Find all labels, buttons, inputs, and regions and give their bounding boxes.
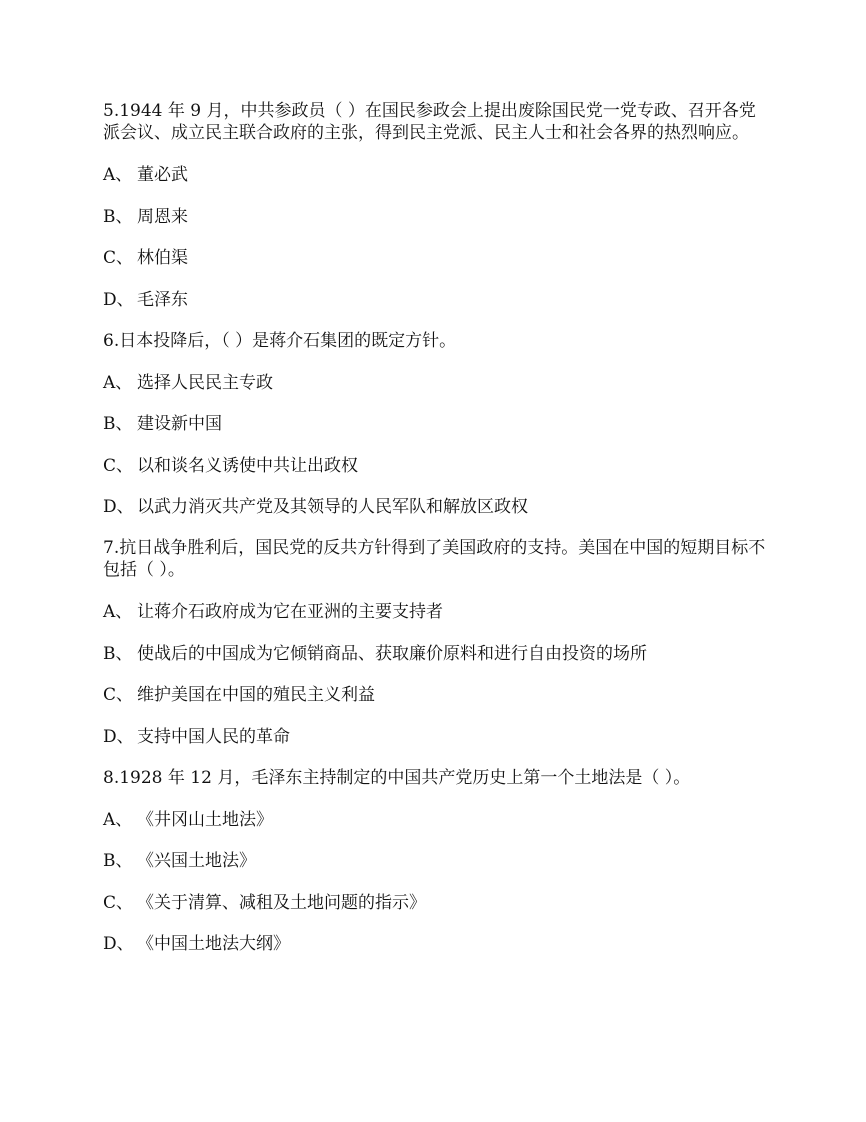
option-b: [103, 643, 766, 665]
option-a: [103, 809, 766, 831]
option-c: [103, 455, 766, 477]
option-d: [103, 289, 766, 311]
option-label: B、: [103, 851, 133, 871]
option-label: C、: [103, 248, 134, 268]
option-b: [103, 206, 766, 228]
option-label: B、: [103, 643, 133, 664]
option-label: D、: [103, 497, 134, 517]
option-label: A、: [103, 809, 133, 830]
option-c: [103, 247, 766, 269]
option-text: 《中国土地法大纲》: [137, 934, 290, 954]
option-text: 林伯渠: [137, 248, 188, 268]
question-8: [103, 767, 766, 956]
option-a: [103, 372, 766, 394]
option-label: B、: [103, 206, 133, 227]
option-d: [103, 496, 766, 518]
option-text: 周恩来: [137, 206, 188, 227]
question-5: [103, 100, 766, 311]
option-text: 以和谈名义诱使中共让出政权: [137, 455, 358, 476]
option-text: 维护美国在中国的殖民主义利益: [137, 685, 375, 705]
option-label: D、: [103, 934, 134, 954]
option-text: 《关于清算、减租及土地问题的指示》: [137, 892, 426, 913]
option-text: 《兴国土地法》: [137, 851, 256, 871]
option-b: [103, 413, 766, 435]
option-a: [103, 601, 766, 623]
question-text: 7.抗日战争胜利后，国民党的反共方针得到了美国政府的支持。美国在中国的短期目标不包括（ ）。: [103, 538, 766, 580]
option-label: D、: [103, 289, 134, 310]
option-text: 让蒋介石政府成为它在亚洲的主要支持者: [137, 602, 443, 622]
option-label: A、: [103, 165, 133, 185]
option-text: 选择人民民主专政: [137, 372, 273, 393]
option-label: B、: [103, 414, 133, 434]
option-a: [103, 164, 766, 186]
question-6: [103, 330, 766, 519]
option-text: 支持中国人民的革命: [137, 726, 290, 747]
option-text: 《井冈山土地法》: [137, 809, 273, 830]
option-text: 毛泽东: [137, 289, 188, 310]
question-text: 5.1944 年 9 月，中共参政员（ ）在国民参政会上提出废除国民党一党专政、召开各党派会议、成立民主联合政府的主张，得到民主党派、民主人士和社会各界的热烈响应。: [103, 101, 756, 143]
option-text: 建设新中国: [137, 414, 222, 434]
option-label: C、: [103, 455, 134, 476]
question-text: 6.日本投降后，（ ）是蒋介石集团的既定方针。: [103, 330, 457, 351]
option-text: 使战后的中国成为它倾销商品、获取廉价原料和进行自由投资的场所: [137, 643, 647, 664]
option-label: C、: [103, 685, 134, 705]
option-label: A、: [103, 372, 133, 393]
question-7: [103, 537, 766, 748]
option-b: [103, 850, 766, 872]
option-text: 以武力消灭共产党及其领导的人民军队和解放区政权: [137, 497, 528, 517]
option-d: [103, 933, 766, 955]
option-text: 董必武: [137, 165, 188, 185]
option-label: D、: [103, 726, 134, 747]
option-label: A、: [103, 602, 133, 622]
option-d: [103, 726, 766, 748]
option-c: [103, 892, 766, 914]
option-label: C、: [103, 892, 134, 913]
question-text: 8.1928 年 12 月，毛泽东主持制定的中国共产党历史上第一个土地法是（ ）。: [103, 767, 691, 788]
option-c: [103, 684, 766, 706]
